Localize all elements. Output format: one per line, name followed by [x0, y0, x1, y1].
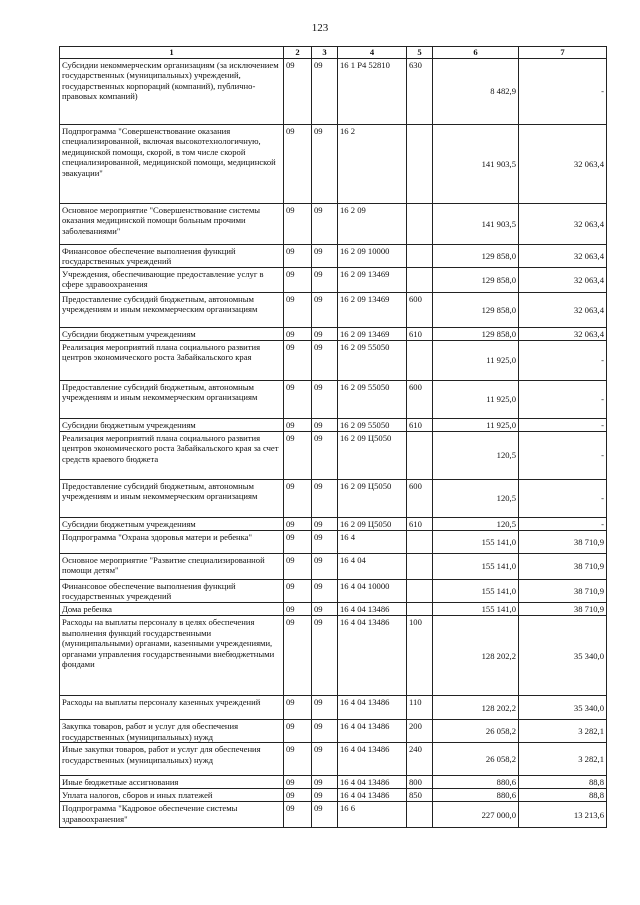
amount-cell: 26 058,2	[433, 743, 519, 776]
row-name-cell: Учреждения, обеспечивающие предоставление услуг в сфере здравоохранения	[60, 267, 284, 292]
subsection-code-cell: 09	[312, 789, 338, 802]
target-article-cell: 16 4	[338, 530, 407, 553]
amount-cell: 128 202,2	[433, 615, 519, 695]
section-code-cell: 09	[284, 340, 312, 380]
subsection-code-cell: 09	[312, 802, 338, 828]
row-name-cell: Субсидии бюджетным учреждениям	[60, 517, 284, 530]
amount-cell: 120,5	[433, 479, 519, 517]
amount-second-cell: 38 710,9	[519, 530, 607, 553]
amount-second-cell: 35 340,0	[519, 615, 607, 695]
subsection-code-cell: 09	[312, 58, 338, 124]
amount-second-cell: 35 340,0	[519, 695, 607, 719]
row-name-cell: Подпрограмма "Охрана здоровья матери и ребенка"	[60, 530, 284, 553]
amount-cell: 11 925,0	[433, 418, 519, 431]
row-name-cell: Подпрограмма "Кадровое обеспечение системы здравоохранения"	[60, 802, 284, 828]
amount-cell: 128 202,2	[433, 695, 519, 719]
target-article-cell: 16 2 09 55050	[338, 380, 407, 418]
target-article-cell: 16 2	[338, 124, 407, 203]
amount-cell: 155 141,0	[433, 530, 519, 553]
row-name-cell: Иные бюджетные ассигнования	[60, 776, 284, 789]
expense-type-cell: 610	[407, 327, 433, 340]
section-code-cell: 09	[284, 615, 312, 695]
section-code-cell: 09	[284, 58, 312, 124]
amount-cell: 129 858,0	[433, 244, 519, 267]
target-article-cell: 16 2 09 10000	[338, 244, 407, 267]
amount-second-cell: 32 063,4	[519, 124, 607, 203]
amount-cell: 155 141,0	[433, 579, 519, 602]
expense-type-cell: 110	[407, 695, 433, 719]
amount-cell: 141 903,5	[433, 124, 519, 203]
expense-type-cell: 100	[407, 615, 433, 695]
subsection-code-cell: 09	[312, 380, 338, 418]
table-row	[60, 553, 607, 579]
column-header: 6	[433, 47, 519, 59]
amount-second-cell: 32 063,4	[519, 203, 607, 244]
row-name-cell: Закупка товаров, работ и услуг для обеспечения государственных (муниципальных) нужд	[60, 719, 284, 742]
row-name-cell: Расходы на выплаты персоналу в целях обеспечения выполнения функций государственными (муниципальными) органами, казенными учреждениями, органами управления государственными внебюджетными фондами	[60, 615, 284, 695]
subsection-code-cell: 09	[312, 530, 338, 553]
expense-type-cell	[407, 802, 433, 828]
subsection-code-cell: 09	[312, 695, 338, 719]
section-code-cell: 09	[284, 380, 312, 418]
amount-second-cell: 32 063,4	[519, 244, 607, 267]
amount-second-cell: 38 710,9	[519, 602, 607, 615]
target-article-cell: 16 6	[338, 802, 407, 828]
section-code-cell: 09	[284, 530, 312, 553]
expense-type-cell: 600	[407, 292, 433, 327]
table-row	[60, 695, 607, 719]
table-row	[60, 743, 607, 776]
amount-second-cell: 38 710,9	[519, 553, 607, 579]
expense-type-cell	[407, 267, 433, 292]
amount-second-cell: -	[519, 479, 607, 517]
table-row	[60, 124, 607, 203]
table-row	[60, 244, 607, 267]
amount-second-cell: -	[519, 340, 607, 380]
subsection-code-cell: 09	[312, 479, 338, 517]
section-code-cell: 09	[284, 719, 312, 742]
section-code-cell: 09	[284, 292, 312, 327]
expense-type-cell	[407, 602, 433, 615]
expense-type-cell: 600	[407, 479, 433, 517]
target-article-cell: 16 4 04 13486	[338, 615, 407, 695]
row-name-cell: Основное мероприятие "Совершенствование системы оказания медицинской помощи больным прочими заболеваниями"	[60, 203, 284, 244]
subsection-code-cell: 09	[312, 776, 338, 789]
table-row	[60, 431, 607, 479]
subsection-code-cell: 09	[312, 602, 338, 615]
table-header-row	[60, 47, 607, 59]
subsection-code-cell: 09	[312, 615, 338, 695]
table-row	[60, 719, 607, 742]
row-name-cell: Уплата налогов, сборов и иных платежей	[60, 789, 284, 802]
target-article-cell: 16 2 09 13469	[338, 292, 407, 327]
target-article-cell: 16 4 04	[338, 553, 407, 579]
amount-cell: 8 482,9	[433, 58, 519, 124]
amount-cell: 155 141,0	[433, 602, 519, 615]
column-header: 2	[284, 47, 312, 59]
row-name-cell: Предоставление субсидий бюджетным, автономным учреждениям и иным некоммерческим организациям	[60, 380, 284, 418]
table-row	[60, 579, 607, 602]
section-code-cell: 09	[284, 431, 312, 479]
subsection-code-cell: 09	[312, 579, 338, 602]
column-header: 4	[338, 47, 407, 59]
row-name-cell: Реализация мероприятий плана социального развития центров экономического роста Забайкальского края за счет средств краевого бюджета	[60, 431, 284, 479]
subsection-code-cell: 09	[312, 431, 338, 479]
subsection-code-cell: 09	[312, 340, 338, 380]
amount-cell: 880,6	[433, 776, 519, 789]
subsection-code-cell: 09	[312, 743, 338, 776]
subsection-code-cell: 09	[312, 553, 338, 579]
row-name-cell: Финансовое обеспечение выполнения функций государственных учреждений	[60, 579, 284, 602]
row-name-cell: Финансовое обеспечение выполнения функций государственных учреждений	[60, 244, 284, 267]
amount-cell: 880,6	[433, 789, 519, 802]
target-article-cell: 16 4 04 13486	[338, 789, 407, 802]
expense-type-cell: 630	[407, 58, 433, 124]
section-code-cell: 09	[284, 553, 312, 579]
target-article-cell: 16 4 04 10000	[338, 579, 407, 602]
section-code-cell: 09	[284, 124, 312, 203]
table-row	[60, 380, 607, 418]
page-number: 123	[311, 22, 329, 34]
subsection-code-cell: 09	[312, 517, 338, 530]
expense-type-cell	[407, 530, 433, 553]
target-article-cell: 16 4 04 13486	[338, 602, 407, 615]
table-row	[60, 802, 607, 828]
column-header: 7	[519, 47, 607, 59]
row-name-cell: Основное мероприятие "Развитие специализированной помощи детям"	[60, 553, 284, 579]
amount-cell: 227 000,0	[433, 802, 519, 828]
table-row	[60, 340, 607, 380]
amount-second-cell: 32 063,4	[519, 292, 607, 327]
subsection-code-cell: 09	[312, 124, 338, 203]
target-article-cell: 16 2 09 Ц5050	[338, 517, 407, 530]
expense-type-cell	[407, 203, 433, 244]
target-article-cell: 16 4 04 13486	[338, 743, 407, 776]
column-header: 3	[312, 47, 338, 59]
amount-second-cell: -	[519, 58, 607, 124]
subsection-code-cell: 09	[312, 719, 338, 742]
amount-cell: 129 858,0	[433, 267, 519, 292]
amount-cell: 155 141,0	[433, 553, 519, 579]
section-code-cell: 09	[284, 203, 312, 244]
amount-cell: 26 058,2	[433, 719, 519, 742]
section-code-cell: 09	[284, 743, 312, 776]
target-article-cell: 16 4 04 13486	[338, 719, 407, 742]
table-row	[60, 58, 607, 124]
section-code-cell: 09	[284, 579, 312, 602]
expense-type-cell: 600	[407, 380, 433, 418]
table-row	[60, 615, 607, 695]
table-row	[60, 479, 607, 517]
amount-second-cell: 3 282,1	[519, 743, 607, 776]
target-article-cell: 16 2 09 13469	[338, 327, 407, 340]
table-row	[60, 203, 607, 244]
expense-type-cell: 610	[407, 418, 433, 431]
row-name-cell: Предоставление субсидий бюджетным, автономным учреждениям и иным некоммерческим организациям	[60, 479, 284, 517]
amount-cell: 11 925,0	[433, 380, 519, 418]
expense-type-cell	[407, 340, 433, 380]
amount-second-cell: 88,8	[519, 789, 607, 802]
section-code-cell: 09	[284, 479, 312, 517]
amount-second-cell: 3 282,1	[519, 719, 607, 742]
amount-cell: 11 925,0	[433, 340, 519, 380]
table-row	[60, 267, 607, 292]
row-name-cell: Субсидии бюджетным учреждениям	[60, 418, 284, 431]
column-header: 5	[407, 47, 433, 59]
table-row	[60, 327, 607, 340]
amount-second-cell: 13 213,6	[519, 802, 607, 828]
amount-second-cell: 32 063,4	[519, 327, 607, 340]
budget-table	[59, 46, 607, 828]
section-code-cell: 09	[284, 267, 312, 292]
target-article-cell: 16 4 04 13486	[338, 776, 407, 789]
row-name-cell: Субсидии некоммерческим организациям (за исключением государственных (муниципальных) учреждений, государственных корпораций (компаний), публично-правовых компаний)	[60, 58, 284, 124]
section-code-cell: 09	[284, 695, 312, 719]
table-row	[60, 418, 607, 431]
expense-type-cell: 200	[407, 719, 433, 742]
table-row	[60, 776, 607, 789]
expense-type-cell: 610	[407, 517, 433, 530]
subsection-code-cell: 09	[312, 327, 338, 340]
section-code-cell: 09	[284, 602, 312, 615]
target-article-cell: 16 4 04 13486	[338, 695, 407, 719]
amount-second-cell: 38 710,9	[519, 579, 607, 602]
target-article-cell: 16 2 09 Ц5050	[338, 431, 407, 479]
table-row	[60, 789, 607, 802]
amount-second-cell: -	[519, 380, 607, 418]
section-code-cell: 09	[284, 789, 312, 802]
target-article-cell: 16 2 09	[338, 203, 407, 244]
target-article-cell: 16 1 Р4 52810	[338, 58, 407, 124]
row-name-cell: Предоставление субсидий бюджетным, автономным учреждениям и иным некоммерческим организациям	[60, 292, 284, 327]
row-name-cell: Иные закупки товаров, работ и услуг для обеспечения государственных (муниципальных) нужд	[60, 743, 284, 776]
row-name-cell: Реализация мероприятий плана социального развития центров экономического роста Забайкальского края	[60, 340, 284, 380]
amount-second-cell: -	[519, 431, 607, 479]
table-body	[60, 58, 607, 828]
table-row	[60, 530, 607, 553]
row-name-cell: Расходы на выплаты персоналу казенных учреждений	[60, 695, 284, 719]
amount-cell: 141 903,5	[433, 203, 519, 244]
section-code-cell: 09	[284, 327, 312, 340]
amount-cell: 120,5	[433, 431, 519, 479]
amount-cell: 120,5	[433, 517, 519, 530]
subsection-code-cell: 09	[312, 244, 338, 267]
section-code-cell: 09	[284, 776, 312, 789]
amount-cell: 129 858,0	[433, 292, 519, 327]
expense-type-cell	[407, 431, 433, 479]
expense-type-cell: 800	[407, 776, 433, 789]
expense-type-cell	[407, 124, 433, 203]
subsection-code-cell: 09	[312, 292, 338, 327]
expense-type-cell: 850	[407, 789, 433, 802]
table-row	[60, 602, 607, 615]
expense-type-cell	[407, 579, 433, 602]
expense-type-cell	[407, 244, 433, 267]
row-name-cell: Дома ребенка	[60, 602, 284, 615]
table-row	[60, 292, 607, 327]
target-article-cell: 16 2 09 55050	[338, 418, 407, 431]
amount-second-cell: -	[519, 418, 607, 431]
table-row	[60, 517, 607, 530]
target-article-cell: 16 2 09 55050	[338, 340, 407, 380]
target-article-cell: 16 2 09 13469	[338, 267, 407, 292]
expense-type-cell	[407, 553, 433, 579]
subsection-code-cell: 09	[312, 267, 338, 292]
subsection-code-cell: 09	[312, 203, 338, 244]
subsection-code-cell: 09	[312, 418, 338, 431]
amount-second-cell: -	[519, 517, 607, 530]
section-code-cell: 09	[284, 802, 312, 828]
section-code-cell: 09	[284, 517, 312, 530]
row-name-cell: Подпрограмма "Совершенствование оказания специализированной, включая высокотехнологичную, медицинской помощи, скорой, в том числе скорой специализированной, медицинской помощи, медицинской эвакуации"	[60, 124, 284, 203]
section-code-cell: 09	[284, 244, 312, 267]
section-code-cell: 09	[284, 418, 312, 431]
row-name-cell: Субсидии бюджетным учреждениям	[60, 327, 284, 340]
amount-cell: 129 858,0	[433, 327, 519, 340]
column-header: 1	[60, 47, 284, 59]
amount-second-cell: 32 063,4	[519, 267, 607, 292]
expense-type-cell: 240	[407, 743, 433, 776]
amount-second-cell: 88,8	[519, 776, 607, 789]
target-article-cell: 16 2 09 Ц5050	[338, 479, 407, 517]
